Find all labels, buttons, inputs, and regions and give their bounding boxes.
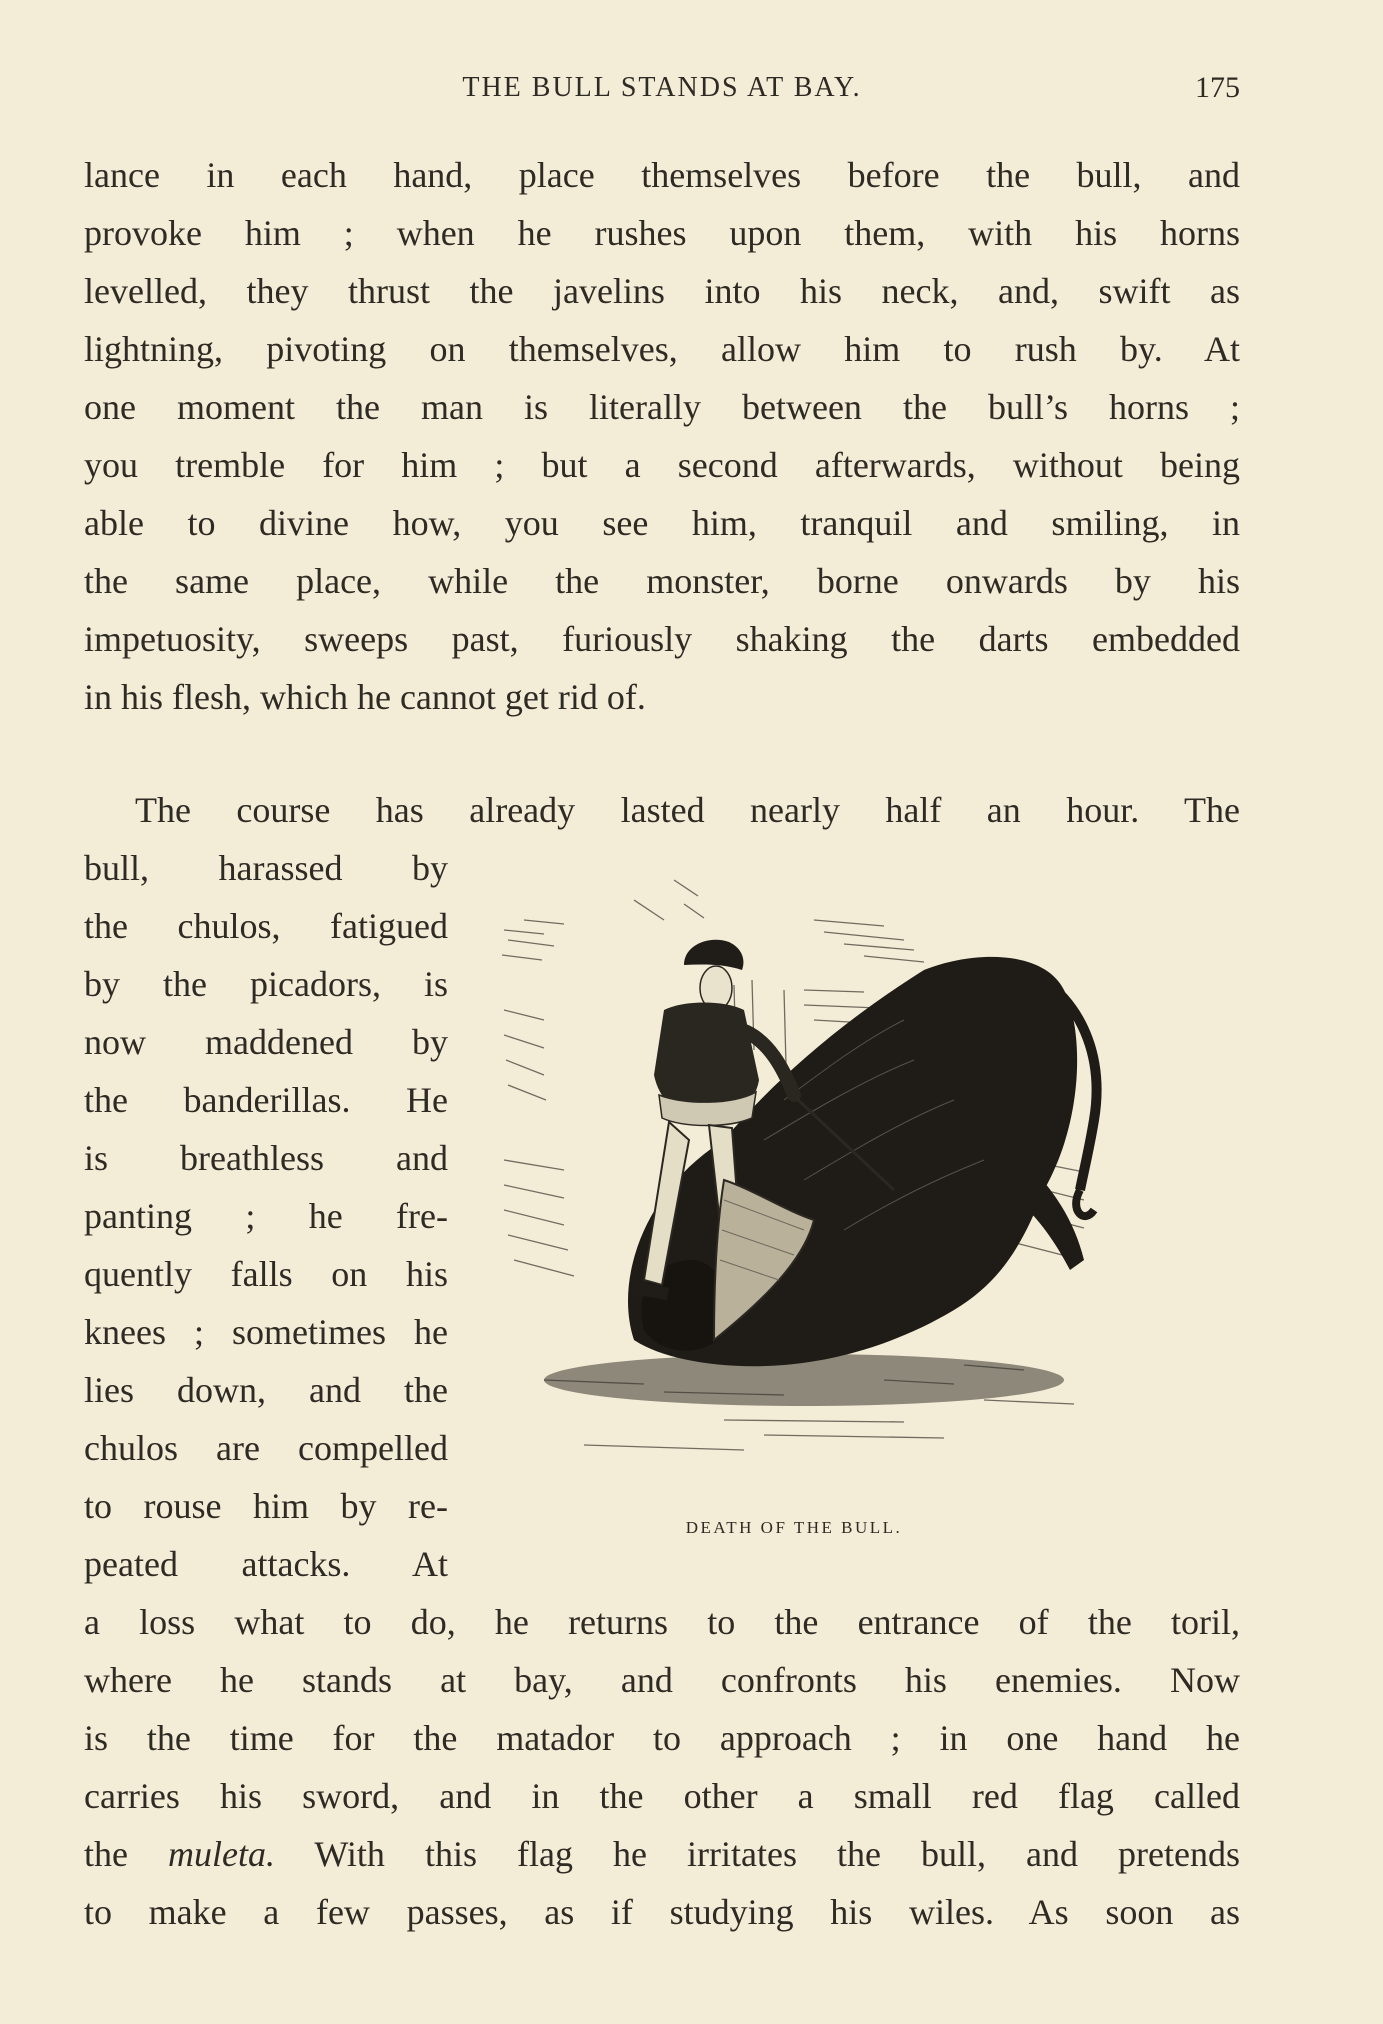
matador-and-bull-engraving: [484, 860, 1104, 1495]
text-line: The course has already lasted nearly half an hour. The: [135, 790, 1240, 830]
text-run: the: [84, 1834, 169, 1874]
text-line: panting ; he fre-: [84, 1196, 448, 1236]
text-line: peated attacks. At: [84, 1544, 448, 1584]
text-line: by the picadors, is: [84, 964, 448, 1004]
text-line: one moment the man is literally between the bull’s horns ;: [84, 387, 1240, 427]
page-header: [84, 66, 1240, 110]
text-line: the chulos, fatigued: [84, 906, 448, 946]
italic-word-muleta: muleta.: [168, 1834, 275, 1874]
text-line: chulos are compelled: [84, 1428, 448, 1468]
text-line: lightning, pivoting on themselves, allow him to rush by. At: [84, 329, 1240, 369]
text-line: to make a few passes, as if studying his wiles. As soon as: [84, 1892, 1240, 1932]
text-run: With this flag he irritates the bull, and pretends: [275, 1834, 1240, 1874]
text-line: bull, harassed by: [84, 848, 448, 888]
text-line: impetuosity, sweeps past, furiously shaking the darts embedded: [84, 619, 1240, 659]
text-line: quently falls on his: [84, 1254, 448, 1294]
text-line: carries his sword, and in the other a small red flag called: [84, 1776, 1240, 1816]
text-line: where he stands at bay, and confronts his enemies. Now: [84, 1660, 1240, 1700]
text-line: provoke him ; when he rushes upon them, with his horns: [84, 213, 1240, 253]
text-line: is breathless and: [84, 1138, 448, 1178]
running-title: THE BULL STANDS AT BAY.: [462, 72, 862, 103]
text-line: now maddened by: [84, 1022, 448, 1062]
text-line: lies down, and the: [84, 1370, 448, 1410]
text-line: knees ; sometimes he: [84, 1312, 448, 1352]
text-line: a loss what to do, he returns to the entrance of the toril,: [84, 1602, 1240, 1642]
text-line: you tremble for him ; but a second afterwards, without being: [84, 445, 1240, 485]
text-line-muleta: [84, 1825, 1240, 1883]
text-line: the banderillas. He: [84, 1080, 448, 1120]
engraving-illustration: [484, 860, 1104, 1495]
text-line: levelled, they thrust the javelins into his neck, and, swift as: [84, 271, 1240, 311]
text-line: is the time for the matador to approach ; in one hand he: [84, 1718, 1240, 1758]
text-line: in his flesh, which he cannot get rid of.: [84, 677, 646, 717]
figure-caption: DEATH OF THE BULL.: [685, 1518, 903, 1537]
page-number: 175: [1195, 71, 1240, 104]
text-line: able to divine how, you see him, tranquil and smiling, in: [84, 503, 1240, 543]
text-line: to rouse him by re-: [84, 1486, 448, 1526]
text-line: the same place, while the monster, borne onwards by his: [84, 561, 1240, 601]
text-line: lance in each hand, place themselves before the bull, and: [84, 155, 1240, 195]
